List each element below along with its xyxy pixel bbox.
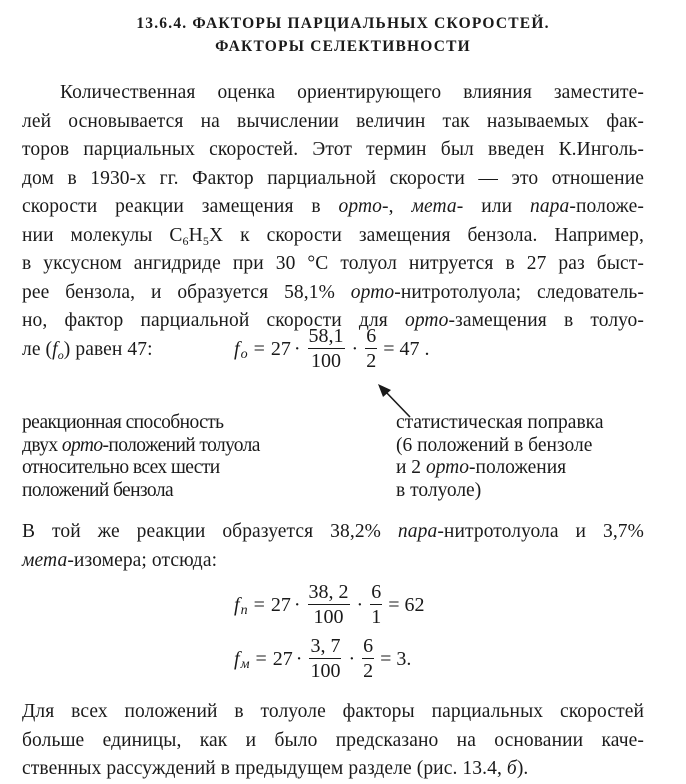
- text-line: [22, 698, 644, 727]
- annotation-line: [22, 435, 260, 458]
- annotation-reactivity: [22, 412, 260, 502]
- text-run: в уксусном ангидриде при 30 °C толуол нитруется в 27 раз быст-: [22, 253, 644, 274]
- denominator: 100: [310, 660, 341, 682]
- text-line: [22, 136, 644, 165]
- text-run: и 2: [396, 457, 426, 478]
- text-line: [22, 727, 644, 756]
- text-run: Количественная оценка ориентирующего влияния заместите-: [60, 82, 644, 103]
- denominator: 1: [371, 606, 382, 628]
- text-run: Для всех положений в толуоле факторы парциальных скоростей: [22, 701, 644, 722]
- italic-term: мета: [22, 549, 68, 571]
- italic-term: орто: [338, 196, 383, 217]
- text-run: дом в 1930-х гг. Фактор парциальной скорости — это отношение: [22, 167, 644, 189]
- annotation-line: (6 положений в бензоле: [396, 434, 593, 456]
- text-run: ле (: [22, 338, 53, 360]
- fraction: [362, 636, 374, 681]
- section-heading-line-1: 13.6.4. ФАКТОРЫ ПАРЦИАЛЬНЫХ СКОРОСТЕЙ.: [136, 15, 550, 32]
- italic-term: пара: [397, 521, 438, 542]
- text-run: ).: [516, 758, 529, 779]
- paragraph-intro: [22, 79, 644, 364]
- annotation-line: [396, 457, 603, 480]
- text-run: торов парциальных скоростей. Этот термин был введен К.Инголь-: [22, 139, 644, 160]
- text-run: лей основывается на вычислении величин так называемых фак-: [22, 110, 644, 132]
- text-line: [22, 222, 644, 251]
- text-run: ственных рассуждений в предыдущем разделе (рис. 13.4,: [22, 758, 507, 779]
- text-line: [22, 79, 644, 108]
- text-run: -положе-: [569, 196, 644, 217]
- fraction: [308, 582, 350, 627]
- multiply-dot: ·: [348, 647, 356, 670]
- text-run: рее бензола, и образуется 58,1%: [22, 281, 351, 303]
- formula-subscript: п: [240, 602, 248, 618]
- italic-term: б: [506, 758, 517, 779]
- text-line: [22, 250, 644, 279]
- italic-symbol: f: [52, 338, 58, 360]
- denominator: 100: [313, 606, 344, 628]
- denominator: 2: [366, 350, 377, 372]
- equals-sign: =: [255, 647, 267, 670]
- paragraph-conclusion: [22, 698, 644, 784]
- formula-symbol: f: [234, 593, 240, 616]
- italic-term: орто: [61, 434, 103, 456]
- fraction: [309, 636, 341, 681]
- text-run: -замещения в толуо-: [448, 310, 644, 331]
- subscript: 5: [202, 233, 209, 248]
- italic-term: мета: [411, 196, 457, 217]
- annotation-line: относительно всех шести: [22, 457, 220, 478]
- text-run: - или: [456, 196, 530, 217]
- italic-term: орто: [404, 310, 449, 331]
- text-run: H: [188, 224, 203, 246]
- formula-symbol: f: [234, 337, 240, 360]
- numerator: 6: [371, 581, 382, 603]
- annotation-line: положений бензола: [22, 479, 173, 501]
- italic-term: орто: [425, 457, 470, 478]
- numerator: 6: [366, 325, 377, 347]
- annotation-line: в толуоле): [396, 479, 482, 501]
- formula-subscript: м: [240, 656, 250, 672]
- multiply-dot: ·: [293, 337, 301, 360]
- formula-factor: 27: [270, 337, 291, 360]
- section-heading: [0, 12, 686, 58]
- numerator: 3, 7: [310, 635, 341, 657]
- text-line: [22, 518, 644, 547]
- fraction: [365, 326, 377, 371]
- multiply-dot: ·: [356, 593, 364, 616]
- text-run: нии молекулы C: [22, 224, 183, 246]
- formula-result: = 62: [388, 593, 425, 616]
- subscript: 6: [182, 233, 189, 248]
- numerator: 38, 2: [308, 581, 349, 603]
- annotation-line: реакционная способность: [22, 412, 224, 433]
- text-run: -,: [382, 196, 412, 217]
- text-run: но, фактор парциальной скорости для: [22, 310, 405, 331]
- text-run: -положений толуола: [102, 434, 260, 456]
- italic-term: пара: [529, 196, 570, 217]
- subscript: o: [57, 347, 64, 362]
- formula-factor: 27: [270, 593, 291, 616]
- fraction: [308, 326, 345, 371]
- multiply-dot: ·: [351, 337, 359, 360]
- formula-result: = 3.: [380, 647, 412, 670]
- text-line: [22, 165, 644, 194]
- formula-factor: 27: [272, 647, 293, 670]
- formula-ortho: [234, 326, 429, 371]
- text-run: -нитротолуола и 3,7%: [437, 521, 644, 542]
- text-line: [22, 279, 644, 308]
- italic-term: орто: [350, 281, 395, 303]
- equals-sign: =: [253, 593, 265, 616]
- text-run: скорости реакции замещения в: [22, 196, 339, 217]
- text-run: двух: [22, 434, 62, 456]
- formula-meta: [234, 636, 411, 681]
- section-heading-line-2: ФАКТОРЫ СЕЛЕКТИВНОСТИ: [215, 38, 471, 55]
- text-line: [22, 108, 644, 137]
- numerator: 6: [363, 635, 374, 657]
- text-run: -нитротолуола; следователь-: [394, 281, 644, 303]
- multiply-dot: ·: [293, 593, 301, 616]
- denominator: 100: [311, 350, 342, 372]
- text-line: [22, 193, 644, 222]
- text-line: [22, 755, 644, 784]
- fraction: [370, 582, 382, 627]
- text-run: В той же реакции образуется 38,2%: [22, 521, 398, 542]
- formula-para: [234, 582, 424, 627]
- paragraph-para-meta: [22, 518, 644, 575]
- text-run: ) равен 47:: [63, 338, 153, 360]
- multiply-dot: ·: [295, 647, 303, 670]
- numerator: 58,1: [308, 325, 344, 347]
- text-run: больше единицы, как и было предсказано на основании каче-: [22, 729, 644, 751]
- equals-sign: =: [253, 337, 265, 360]
- text-run: X к скорости замещения бензола. Например,: [208, 224, 644, 246]
- text-run: -положения: [469, 457, 567, 478]
- formula-symbol: f: [234, 647, 240, 670]
- text-run: -изомера; отсюда:: [67, 549, 218, 571]
- text-line: [22, 547, 644, 576]
- denominator: 2: [363, 660, 374, 682]
- formula-result: = 47 .: [383, 337, 430, 360]
- formula-subscript: o: [240, 346, 248, 362]
- annotation-statistical-correction: [396, 412, 603, 502]
- annotation-line: статистическая поправка: [396, 412, 604, 433]
